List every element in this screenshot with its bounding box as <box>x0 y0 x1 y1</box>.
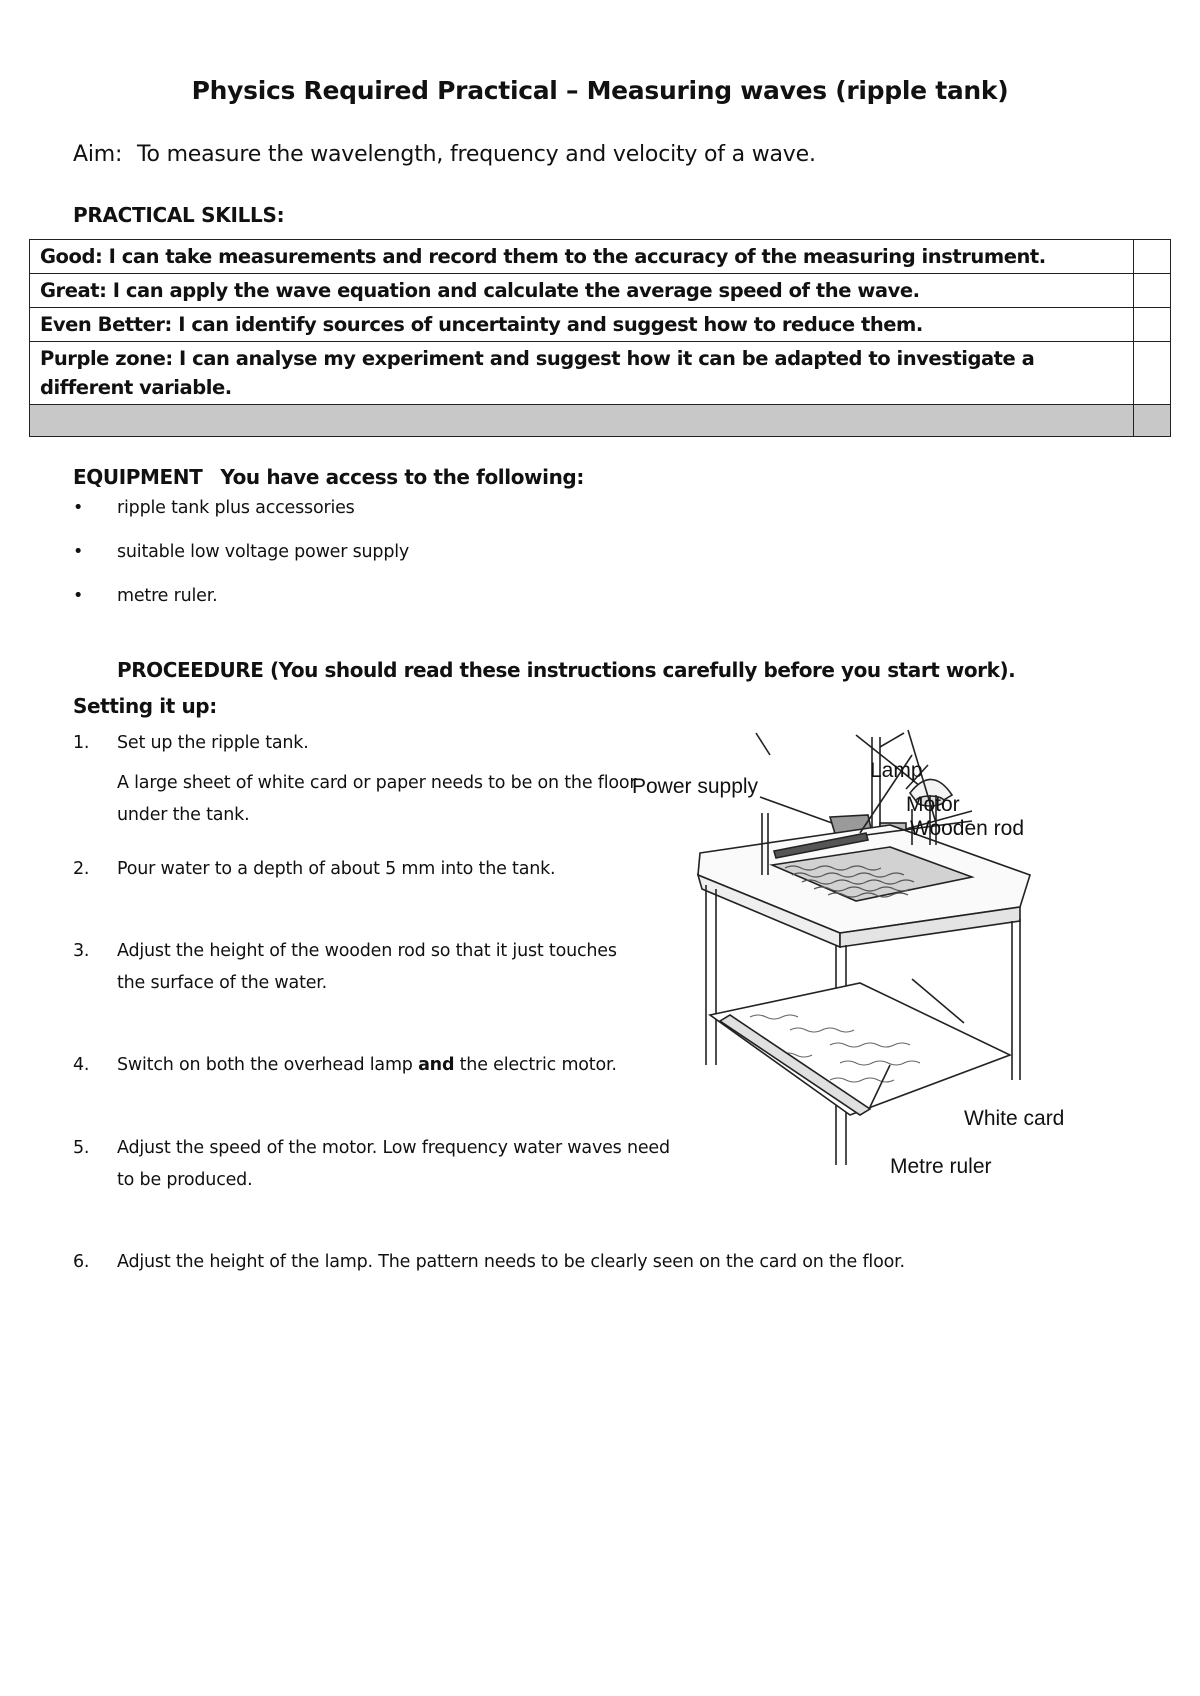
aim-line <box>73 142 816 167</box>
step-text: Set up the ripple tank. <box>117 733 309 753</box>
skill-row-great <box>30 274 1171 308</box>
step-text <box>117 1049 677 1081</box>
label-power-supply: Power supply <box>632 775 759 798</box>
label-white-card: White card <box>964 1107 1065 1130</box>
step-text-bold: and <box>418 1055 455 1075</box>
step-text-part: the electric motor. <box>454 1055 617 1075</box>
setup-heading: Setting it up: <box>73 694 217 718</box>
step-number: 5. <box>73 1138 90 1158</box>
skill-checkbox[interactable] <box>1134 308 1171 342</box>
skill-checkbox[interactable] <box>1134 342 1171 405</box>
skill-text: Great: I can apply the wave equation and calculate the average speed of the wave. <box>30 274 1134 308</box>
skill-text: Even Better: I can identify sources of uncertainty and suggest how to reduce them. <box>30 308 1134 342</box>
skill-row-even-better <box>30 308 1171 342</box>
skill-row-good <box>30 240 1171 274</box>
skill-row-blank <box>30 405 1171 437</box>
aim-text: To measure the wavelength, frequency and velocity of a wave. <box>137 142 816 167</box>
label-motor: Motor <box>906 793 960 816</box>
skill-blank-checkbox <box>1134 405 1171 437</box>
step-text: Adjust the height of the lamp. The pattern needs to be clearly seen on the card on the floor. <box>117 1252 905 1272</box>
skills-heading: PRACTICAL SKILLS: <box>73 203 285 227</box>
skill-text: Purple zone: I can analyse my experiment and suggest how it can be adapted to investigate a different variable. <box>30 342 1134 405</box>
equipment-heading <box>73 465 584 489</box>
aim-label: Aim: <box>73 142 123 167</box>
label-metre-ruler: Metre ruler <box>890 1155 992 1178</box>
page-title: Physics Required Practical – Measuring waves (ripple tank) <box>191 76 1009 105</box>
label-wooden-rod: Wooden rod <box>910 817 1025 840</box>
step-text-part: Switch on both the overhead lamp <box>117 1055 419 1075</box>
equipment-item: suitable low voltage power supply <box>117 542 410 562</box>
step-text: Adjust the speed of the motor. Low frequency water waves need to be produced. <box>117 1138 670 1190</box>
white-card <box>710 983 1010 1115</box>
equipment-item: ripple tank plus accessories <box>117 498 355 518</box>
ripple-tank-diagram <box>632 725 1180 1185</box>
skill-blank-cell <box>30 405 1134 437</box>
label-lamp: Lamp <box>870 759 923 782</box>
skill-row-purple-zone <box>30 342 1171 405</box>
procedure-heading: PROCEEDURE (You should read these instructions carefully before you start work). <box>117 658 1016 682</box>
equipment-subtitle: You have access to the following: <box>220 465 584 489</box>
step-number: 3. <box>73 941 90 961</box>
step-number: 2. <box>73 859 90 879</box>
step-text: Pour water to a depth of about 5 mm into the tank. <box>117 859 556 879</box>
skill-checkbox[interactable] <box>1134 240 1171 274</box>
step-number: 1. <box>73 733 90 753</box>
bullet-icon: • <box>73 498 84 518</box>
step-text: Adjust the height of the wooden rod so that it just touches the surface of the water. <box>117 941 617 993</box>
step-note: A large sheet of white card or paper needs to be on the floor under the tank. <box>117 773 637 825</box>
skill-text: Good: I can take measurements and record them to the accuracy of the measuring instrument. <box>30 240 1134 274</box>
step-number: 6. <box>73 1252 90 1272</box>
bullet-icon: • <box>73 542 84 562</box>
equipment-title: EQUIPMENT <box>73 465 203 489</box>
bullet-icon: • <box>73 586 84 606</box>
skills-table <box>29 239 1171 437</box>
equipment-item: metre ruler. <box>117 586 218 606</box>
step-number: 4. <box>73 1055 90 1075</box>
skill-checkbox[interactable] <box>1134 274 1171 308</box>
